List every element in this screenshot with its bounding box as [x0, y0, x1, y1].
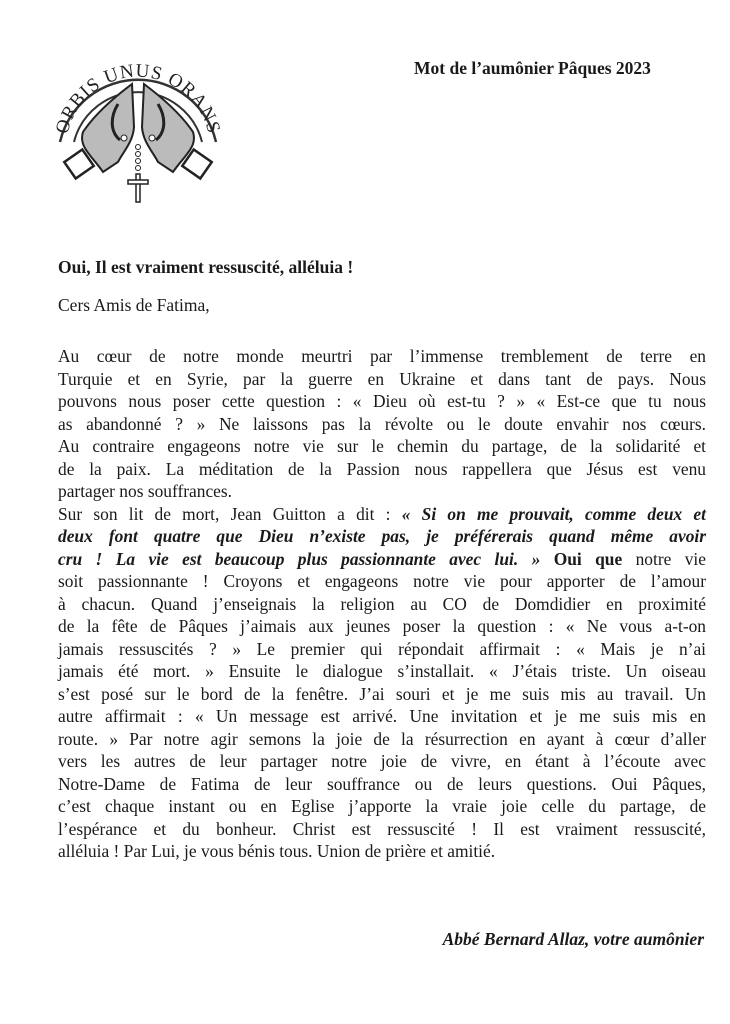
quote-line: [58, 503, 706, 526]
body-line: jamais été mort. » Ensuite le dialogue s’installait. « J’étais triste. Un oiseau: [58, 661, 706, 681]
orbis-unus-orans-logo: [38, 22, 238, 222]
body-line: Au cœur de notre monde meurtri par l’immense tremblement de terre en: [58, 346, 706, 366]
praying-hands-icon: [38, 22, 238, 222]
body-line: de la paix. La méditation de la Passion nous rappellera que Jésus est venu: [58, 458, 706, 479]
body-line: alléluia ! Par Lui, je vous bénis tous. Union de prière et amitié.: [58, 841, 496, 861]
logo-motto: ORBIS UNUS ORANS: [51, 60, 225, 137]
svg-text:ORBIS UNUS ORANS: [52, 61, 225, 137]
letter-body: [58, 345, 706, 863]
quote-intro: Sur son lit de mort, Jean Guitton a dit :: [58, 503, 402, 524]
body-line: as abandonné ? » Ne laissons pas la révolte ou le doute envahir nos cœurs.: [58, 413, 706, 434]
quote-text: « Si on me prouvait, comme deux et: [401, 503, 706, 524]
body-line: vers les autres de leur partager notre joie de vivre, en étant à l’écoute avec: [58, 751, 706, 771]
salutation: Cers Amis de Fatima,: [58, 295, 210, 315]
quote-text: cru ! La vie est beaucoup plus passionnante avec lui. »: [58, 548, 541, 569]
body-line: route. » Par notre agir semons la joie de la résurrection en ayant à cœur d’aller: [58, 728, 706, 749]
body-line: jamais ressuscités ? » Le premier qui répondait affirmait : « Mais je n’ai: [58, 638, 706, 659]
heading: Oui, Il est vraiment ressuscité, alléluia !: [58, 257, 354, 277]
body-line: l’espérance et du bonheur. Christ est ressuscité ! Il est vraiment ressuscité,: [58, 818, 706, 839]
body-line: soit passionnante ! Croyons et engageons notre vie pour apporter de l’amour: [58, 571, 706, 591]
quote-line: [58, 548, 706, 571]
body-line: à chacun. Quand j’enseignais la religion au CO de Domdidier en proximité: [58, 593, 706, 614]
body-line: c’est chaque instant ou en Eglise j’apporte la vraie joie celle du partage, de: [58, 796, 706, 816]
after-quote: notre vie: [622, 548, 706, 569]
body-line: de la fête de Pâques j’aimais aux jeunes poser la question : « Ne vous a-t-on: [58, 616, 706, 636]
body-line: Notre-Dame de Fatima de leur souffrance ou de leurs questions. Oui Pâques,: [58, 773, 706, 794]
document-title: Mot de l’aumônier Pâques 2023: [414, 58, 651, 78]
body-line: partager nos souffrances.: [58, 481, 232, 501]
body-line: Au contraire engageons notre vie sur le chemin du partage, de la solidarité et: [58, 436, 706, 456]
signature: Abbé Bernard Allaz, votre aumônier: [442, 929, 704, 949]
body-line: pouvons nous poser cette question : « Dieu où est-tu ? » « Est-ce que tu nous: [58, 391, 706, 411]
body-line: autre affirmait : « Un message est arrivé. Une invitation et je me suis mis en: [58, 706, 706, 726]
body-line: Turquie et en Syrie, par la guerre en Ukraine et dans tant de pays. Nous: [58, 368, 706, 389]
body-line: s’est posé sur le bord de la fenêtre. J’ai souri et je me suis mis au travail. Un: [58, 683, 706, 704]
quote-line: deux font quatre que Dieu n’existe pas, je préférerais quand même avoir: [58, 526, 706, 546]
oui-que-emphasis: Oui que: [540, 548, 623, 569]
